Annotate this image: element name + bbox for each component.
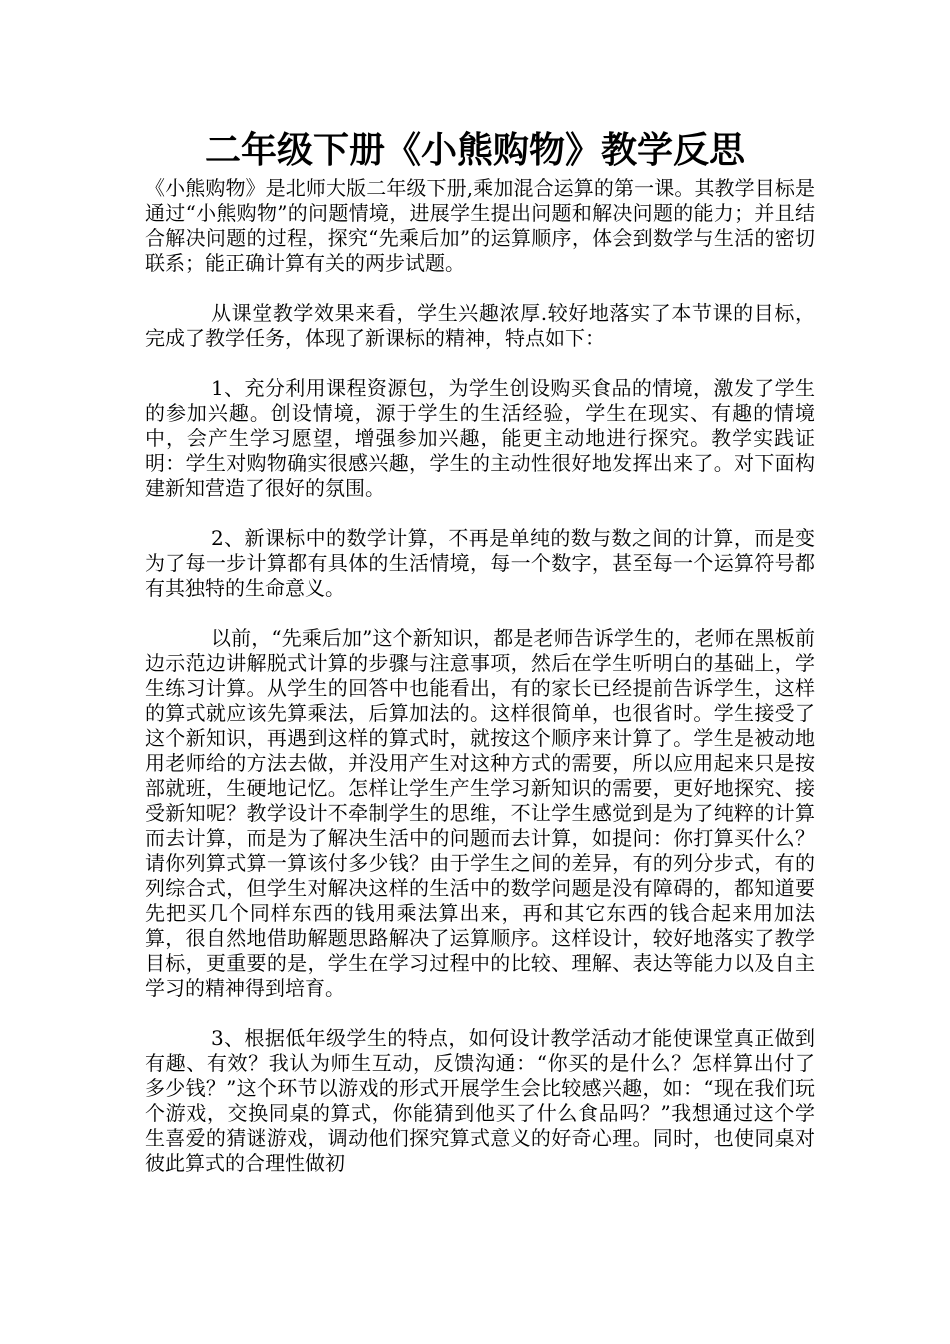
paragraph-point-1: 1、充分利用课程资源包，为学生创设购买食品的情境，激发了学生的参加兴趣。创设情境，源于学生的生活经验，学生在现实、有趣的情境中，会产生学习愿望，增强参加兴趣，能更主动地进行探究。教学实践证明：学生对购物确实很感兴趣，学生的主动性很好地发挥出来了。对下面构建新知营造了很好的氛围。 [145, 376, 815, 500]
document-body [145, 176, 815, 1176]
document-title: 二年级下册《小熊购物》教学反思 [204, 129, 745, 171]
paragraph-intro: 《小熊购物》是北师大版二年级下册,乘加混合运算的第一课。其教学目标是通过“小熊购物”的问题情境，进展学生提出问题和解决问题的能力；并且结合解决问题的过程，探究“先乘后加”的运算顺序，体会到数学与生活的密切联系；能正确计算有关的两步试题。 [145, 176, 815, 275]
paragraph-point-3: 3、根据低年级学生的特点，如何设计教学活动才能使课堂真正做到有趣、有效？我认为师生互动，反馈沟通：“你买的是什么？怎样算出付了多少钱？”这个环节以游戏的形式开展学生会比较感兴趣，如：“现在我们玩个游戏，交换同桌的算式，你能猜到他买了什么食品吗？”我想通过这个学生喜爱的猜谜游戏，调动他们探究算式意义的好奇心理。同时，也使同桌对彼此算式的合理性做初 [145, 1026, 815, 1175]
paragraph-effect: 从课堂教学效果来看，学生兴趣浓厚.较好地落实了本节课的目标，完成了教学任务，体现了新课标的精神，特点如下： [145, 301, 815, 350]
paragraph-point-2: 2、新课标中的数学计算，不再是单纯的数与数之间的计算，而是变为了每一步计算都有具体的生活情境，每一个数字，甚至每一个运算符号都有其独特的生命意义。 [145, 526, 815, 600]
paragraph-before: 以前，“先乘后加”这个新知识，都是老师告诉学生的，老师在黑板前边示范边讲解脱式计算的步骤与注意事项，然后在学生听明白的基础上，学生练习计算。从学生的回答中也能看出，有的家长已经提前告诉学生，这样的算式就应该先算乘法，后算加法的。这样很简单，也很省时。学生接受了这个新知识，再遇到这样的算式时，就按这个顺序来计算了。学生是被动地用老师给的方法去做，并没用产生对这种方式的需要，所以应用起来只是按部就班，生硬地记忆。怎样让学生产生学习新知识的需要，更好地探究、接受新知呢？教学设计不牵制学生的思维，不让学生感觉到是为了纯粹的计算而去计算，而是为了解决生活中的问题而去计算，如提问：你打算买什么？请你列算式算一算该付多少钱？由于学生之间的差异，有的列分步式，有的列综合式，但学生对解决这样的生活中的数学问题是没有障碍的，都知道要先把买几个同样东西的钱用乘法算出来，再和其它东西的钱合起来用加法算，很自然地借助解题思路解决了运算顺序。这样设计，较好地落实了教学目标，更重要的是，学生在学习过程中的比较、理解、表达等能力以及自主学习的精神得到培育。 [145, 626, 815, 1000]
